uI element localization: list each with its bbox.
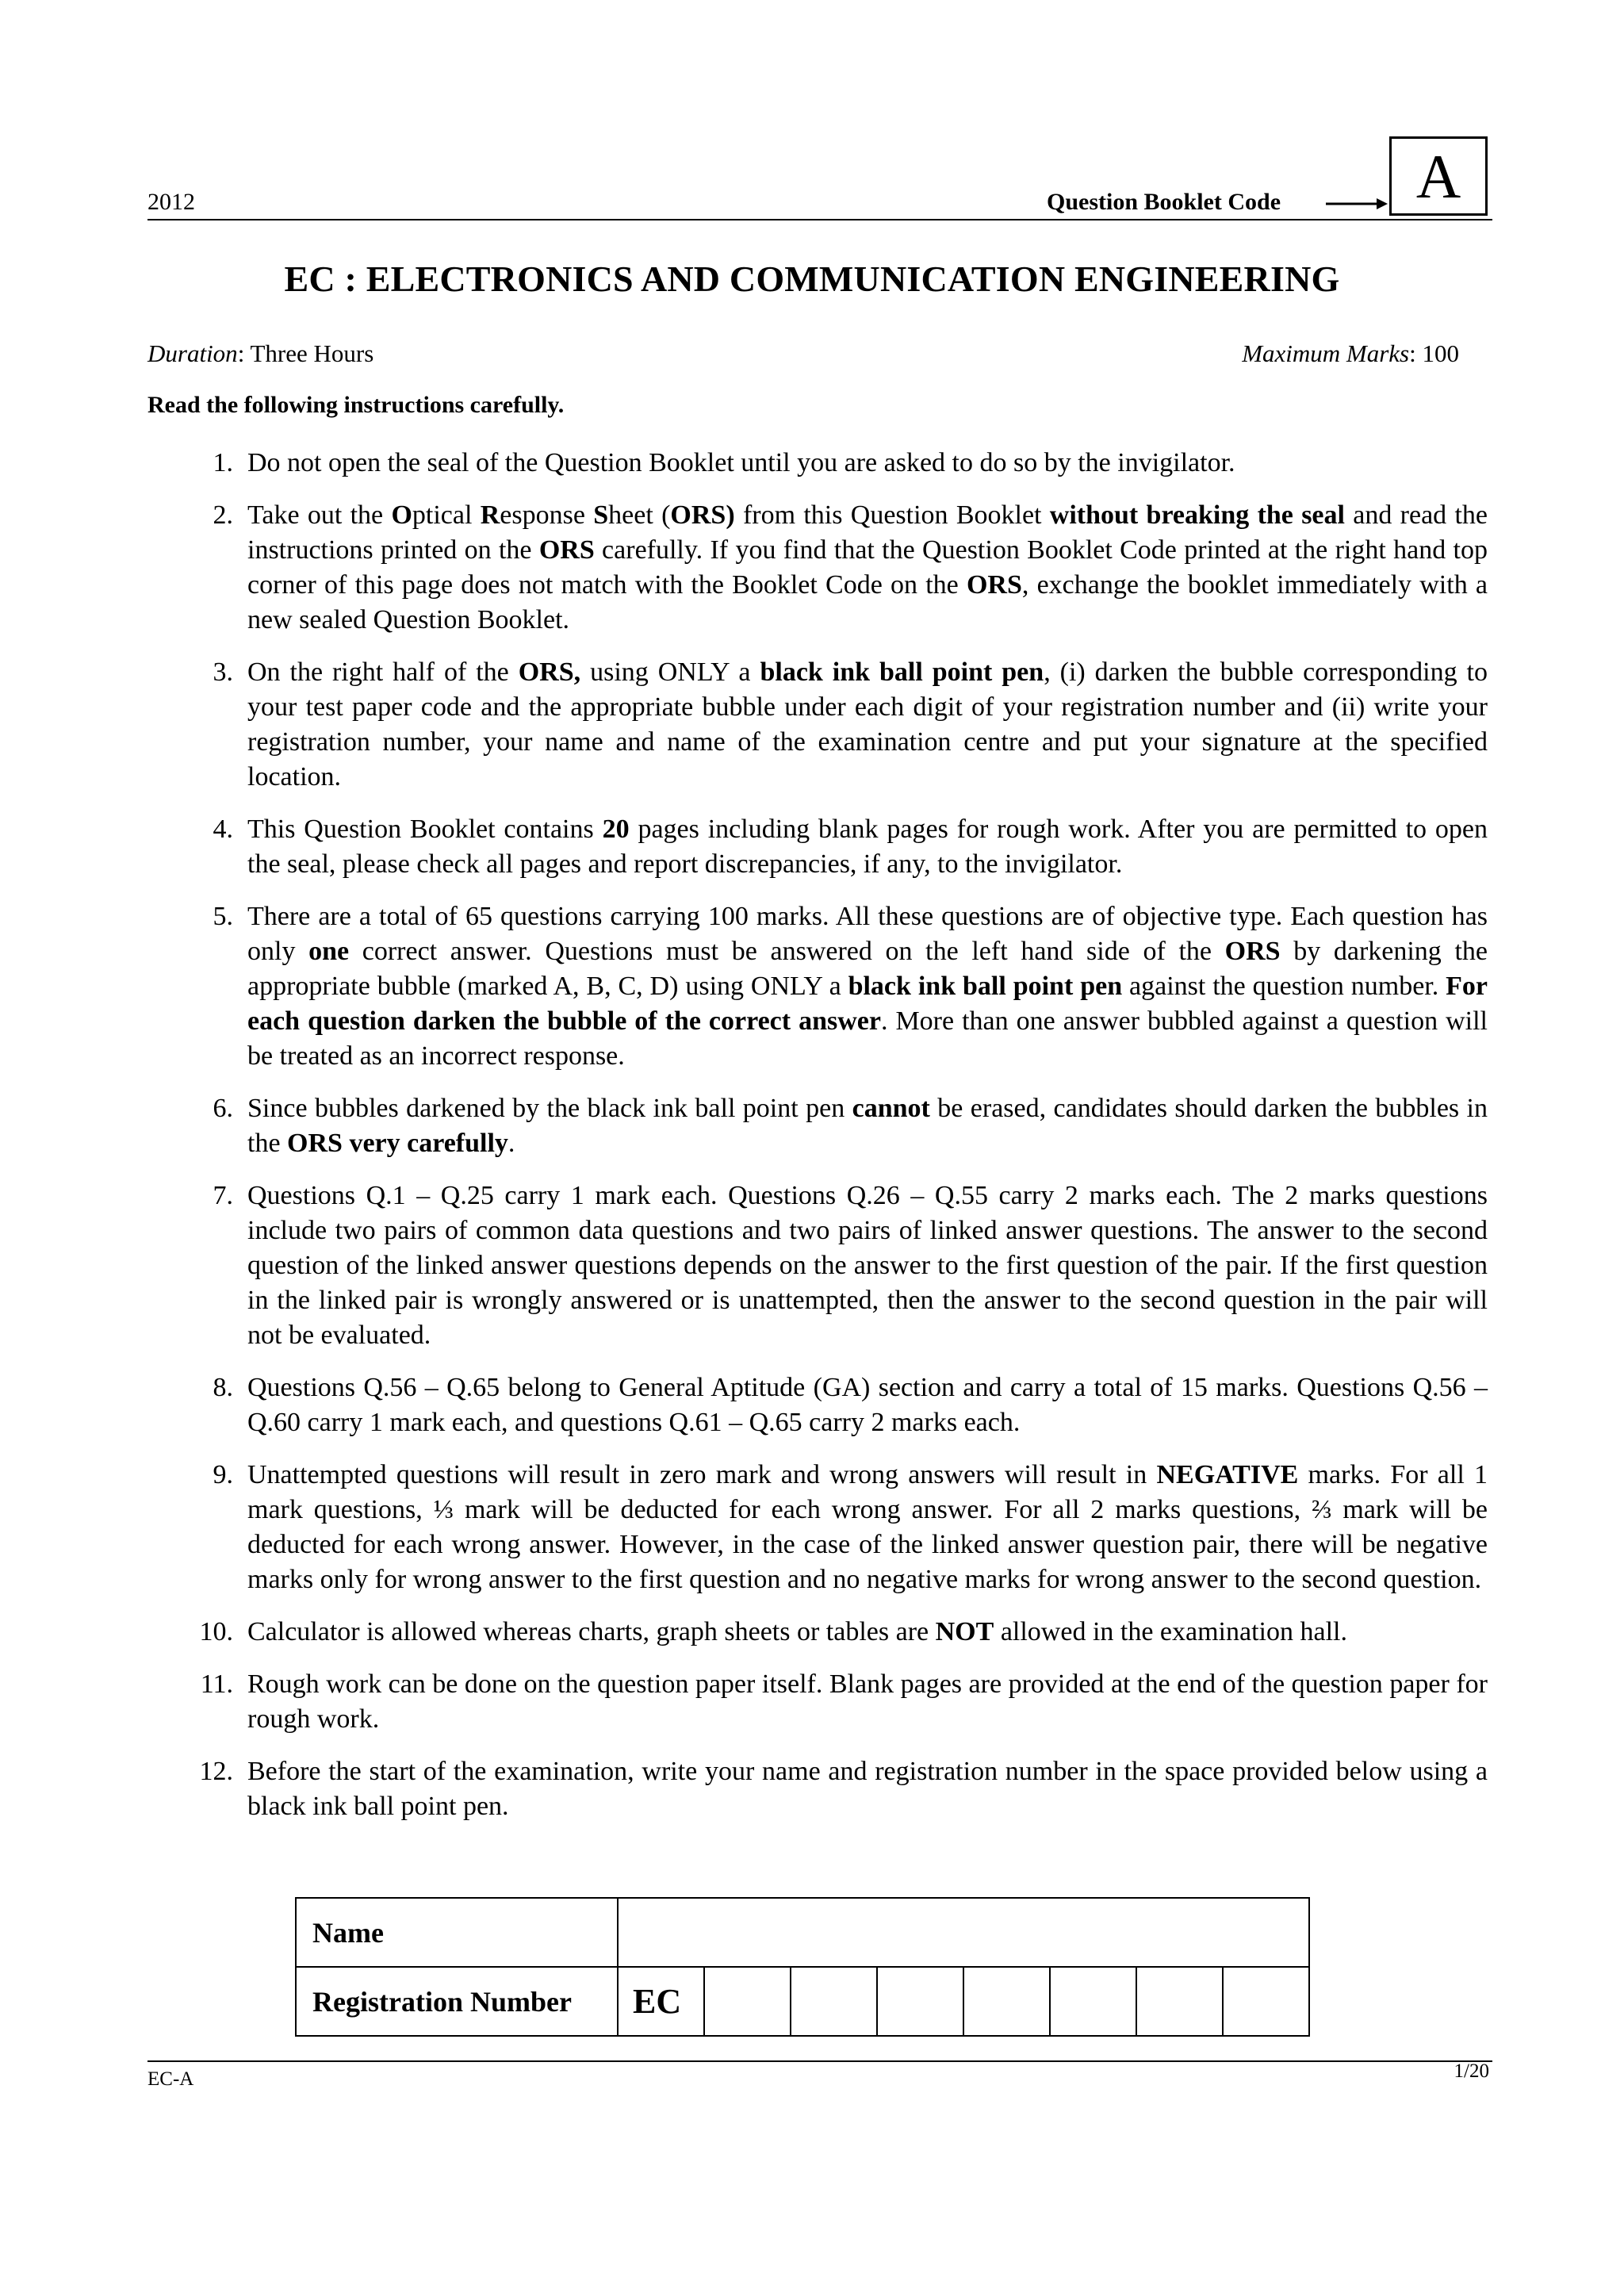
instruction-number: 5. — [213, 902, 233, 931]
booklet-code-box: A — [1389, 136, 1488, 216]
instruction-number: 4. — [213, 815, 233, 844]
instruction-item: 8. Questions Q.56 – Q.65 belong to General Aptitude (GA) section and carry a total of 15 marks. Questions Q.56 – Q.60 carry 1 mark each, and questions Q.61 – Q.65 carry 2 marks each. — [247, 1370, 1488, 1440]
booklet-code-label: Question Booklet Code — [1047, 189, 1281, 215]
exam-year: 2012 — [147, 189, 195, 215]
instruction-item: 4. This Question Booklet contains 20 pages including blank pages for rough work. After you are permitted to open the seal, please check all pages and report discrepancies, if any, to the invigilator. — [247, 812, 1488, 882]
registration-digit-box[interactable] — [1223, 1967, 1309, 2036]
instruction-number: 8. — [213, 1373, 233, 1402]
instruction-item: 1. Do not open the seal of the Question Booklet until you are asked to do so by the invigilator. — [247, 446, 1488, 481]
instruction-number: 11. — [200, 1669, 233, 1699]
registration-digit-box[interactable] — [1050, 1967, 1136, 2036]
registration-digit-box[interactable] — [963, 1967, 1050, 2036]
registration-form — [295, 1897, 1310, 2037]
name-label: Name — [296, 1898, 618, 1967]
registration-prefix: EC — [618, 1967, 704, 2036]
instruction-number: 6. — [213, 1094, 233, 1123]
arrow-right-icon — [1326, 196, 1389, 212]
instruction-item: 2. Take out the Optical Response Sheet (ORS) from this Question Booklet without breaking the seal and read the instructions printed on the ORS carefully. If you find that the Question Booklet Code printed at the right hand top corner of this page does not match with the Booklet Code on the ORS, exchange the booklet immediately with a new sealed Question Booklet. — [247, 498, 1488, 638]
instruction-item: 3. On the right half of the ORS, using ONLY a black ink ball point pen, (i) darken the bubble corresponding to your test paper code and the appropriate bubble under each digit of your registration number and (ii) write your registration number, your name and name of the examination centre and put your signature at the specified location. — [247, 655, 1488, 795]
instructions-list — [199, 446, 1488, 1842]
paper-title: EC : ELECTRONICS AND COMMUNICATION ENGINEERING — [284, 259, 1340, 299]
footer-code: EC-A — [147, 2068, 194, 2090]
instruction-item: 12. Before the start of the examination, write your name and registration number in the space provided below using a black ink ball point pen. — [247, 1754, 1488, 1824]
instruction-item: 9. Unattempted questions will result in zero mark and wrong answers will result in NEGATIVE marks. For all 1 mark questions, ⅓ mark will be deducted for each wrong answer. For all 2 marks questions, ⅔ mark will be deducted for each wrong answer. However, in the case of the linked answer question pair, there will be negative marks only for wrong answer to the first question and no negative marks for wrong answer to the second question. — [247, 1458, 1488, 1597]
instruction-number: 2. — [213, 500, 233, 530]
footer-rule — [147, 2060, 1492, 2062]
registration-digit-box[interactable] — [791, 1967, 877, 2036]
instruction-item: 6. Since bubbles darkened by the black ink ball point pen cannot be erased, candidates should darken the bubbles in the ORS very carefully. — [247, 1091, 1488, 1161]
duration: Duration: Three Hours — [147, 339, 374, 367]
instruction-number: 7. — [213, 1181, 233, 1210]
instruction-number: 10. — [199, 1617, 233, 1646]
registration-digit-box[interactable] — [704, 1967, 791, 2036]
instructions-heading: Read the following instructions carefully. — [147, 392, 565, 418]
instruction-number: 12. — [199, 1757, 233, 1786]
registration-digit-box[interactable] — [877, 1967, 963, 2036]
name-field[interactable] — [618, 1898, 1309, 1967]
page-number: 1/20 — [1454, 2060, 1489, 2082]
instruction-item: 11. Rough work can be done on the question paper itself. Blank pages are provided at the end of the question paper for rough work. — [247, 1667, 1488, 1737]
instruction-number: 9. — [213, 1460, 233, 1489]
instruction-number: 3. — [213, 657, 233, 687]
registration-digit-box[interactable] — [1136, 1967, 1223, 2036]
registration-number-label: Registration Number — [296, 1967, 618, 2036]
header-rule — [147, 219, 1492, 220]
instruction-item: 7. Questions Q.1 – Q.25 carry 1 mark each. Questions Q.26 – Q.55 carry 2 marks each. The 2 marks questions include two pairs of common data questions and two pairs of linked answer questions. The answer to the second question of the linked answer questions depends on the answer to the first question of the pair. If the first question in the linked pair is wrongly answered or is unattempted, then the answer to the second question in the pair will not be evaluated. — [247, 1179, 1488, 1353]
instruction-item: 5. There are a total of 65 questions carrying 100 marks. All these questions are of objective type. Each question has only one correct answer. Questions must be answered on the left hand side of the ORS by darkening the appropriate bubble (marked A, B, C, D) using ONLY a black ink ball point pen against the question number. For each question darken the bubble of the correct answer. More than one answer bubbled against a question will be treated as an incorrect response. — [247, 899, 1488, 1074]
instruction-number: 1. — [213, 448, 233, 477]
instruction-item: 10. Calculator is allowed whereas charts, graph sheets or tables are NOT allowed in the examination hall. — [247, 1615, 1488, 1650]
maximum-marks: Maximum Marks: 100 — [1242, 339, 1459, 367]
